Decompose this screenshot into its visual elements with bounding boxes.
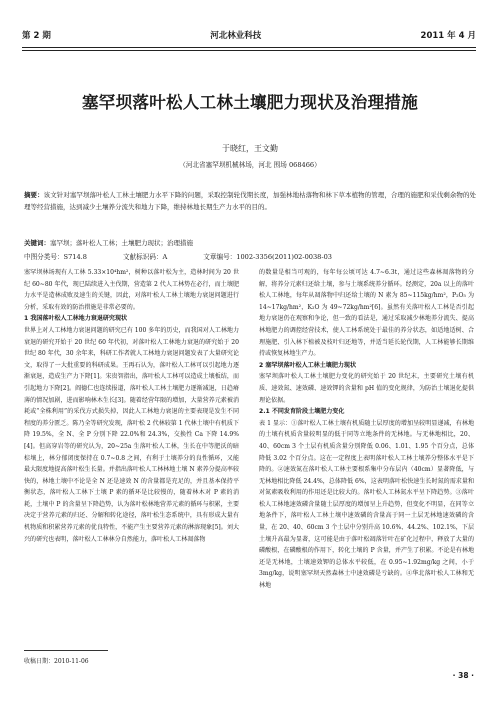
research-status-paragraph: 世界上对人工林地力衰退问题的研究已有 100 多年的历史，而我国对人工林地力衰退的研究开始于 20 世纪 60 年代初，对落叶松人工林地力衰退的研究始于 20 世纪 80 年代，30 余年来，科研工作者就人工林地力衰退问题发表了大量研究论文，取得了一大批重要的科研成果。王再石认为，落叶松人工林可以引起地力逐渐衰退，造成生产力下降[1]。宋贵智指出，落叶松人工林可以造成土壤板结，而引起地力下降[2]。阎德仁也连续报道，落叶松人工林土壤肥力逐渐减退，日趋瘠薄的情况加剧，进而影响林木生长[3]。随着经营年限的增加，大量营养元素被消耗或“全株利用”的采伐方式损失掉，因此人工林地力衰退的主要表现是发生不同程度的养分匮乏。陈乃全等研究发现，落叶松 2 代林较第 1 代林土壤中有机质下降 19.5%，全 N、全 P 分别下降 22.0%和 24.3%，交换性 Ca 下降 14.9%[4]。但高穿岩等的研究认为，20~25a 生落叶松人工林，生长在中等肥沃的暗棕壤上，林分郁闭度保持在 0.7~0.8 之间，有利于土壤养分的良性循环，又能最大限度地提高落叶松生长量。并指出落叶松人工林林地土壤 N 素养分提高率较快的，林地土壤中不论是全 N 还是速效 N 的含量都是充足的，并且基本保持平衡状态，落叶松人工林下土壤 P 素的循环是比较慢的，随着林木对 P 素的消耗，土壤中 P 的含量呈下降趋势，认为落叶松林地营养元素的循环与积累，主要决定于营养元素的归还、分解和转化途径，落叶松生态系统中，具有形成大量有机物质和积累营养元素的优良特性，不能产生主要营养元素的淋溶现象[5]。刘大兴的研究也表明，落叶松人工林林分自然能力，落叶松人工林凋落物 <box>24 326 239 543</box>
author-affiliation: （河北省塞罕坝机械林场，河北 围场 068466） <box>179 161 321 169</box>
journal-name: 河北林业科技 <box>210 31 262 41</box>
document-code: 文献标识码：A <box>122 253 168 261</box>
section-heading-1: 1 我国落叶松人工林地力衰退研究现状 <box>24 315 128 323</box>
page-number: · 38 · <box>452 671 474 680</box>
fertility-status-paragraph: 塞罕坝落叶松人工林土壤肥力变化的研究始于 20 世纪末，主要研究土壤有机质、速效氮、速效磷、速效钾的含量和 pH 值的变化规律，为防治土壤退化提供理论依据。 <box>259 373 474 404</box>
header-rule-thin <box>22 50 476 51</box>
footnote-rule <box>24 650 108 651</box>
issue-number: 第 2 期 <box>22 31 51 41</box>
header-rule-thick <box>22 47 476 48</box>
intro-paragraph: 塞罕坝林场现有人工林 5.33×10⁴hm²，树种以落叶松为主，造林时间为 20 世纪 60~80 年代，现已陆续进入主伐期，营造第 2 代人工林势在必行，而土壤肥力水平是造林成败及速生的关键，因此，对落叶松人工林土壤地力衰退问题进行分析，采取有效的防治措施是非常必要的。 <box>24 269 239 311</box>
abstract-text: 该文针对塞罕坝落叶松人工林土壤肥力水平下降的问题，采取控制轮伐期长度，加强林地枯落物和林下草本植物的管理，合理的施肥和采伐剩余物的处理等经营措施，达到减少土壤养分流失和地力下降，维持林地长期生产力水平的目的。 <box>24 191 477 211</box>
article-number: 文章编号：1002-3356(2011)02-0038-03 <box>203 253 332 261</box>
abstract-label: 摘要： <box>24 191 44 199</box>
keywords <box>24 238 476 247</box>
classification-line <box>24 251 476 261</box>
paper-authors: 于晓红，王文勤 <box>222 144 278 153</box>
paper-title: 塞罕坝落叶松人工林土壤肥力现状及治理措施 <box>82 93 418 112</box>
keywords-text: 塞罕坝；落叶松人工林；土壤肥力现状；治理措施 <box>50 239 193 247</box>
subsection-heading-2-1: 2.1 不同发育阶段土壤肥力变化 <box>259 408 345 416</box>
issue-date: 2011 年 4 月 <box>420 31 476 41</box>
abstract <box>24 189 476 213</box>
body-column-right <box>259 267 474 592</box>
clc-number: 中图分类号：S714.8 <box>24 253 87 261</box>
running-header <box>22 29 476 45</box>
body-column-left <box>24 267 239 545</box>
continued-paragraph: 的数量是相当可观的，每年每公顷可达 4.7~6.3t，通过这些森林凋落物的分解，将养分元素归还给土壤，参与土壤系统养分循环。经测定，20a 以上的落叶松人工林地，每年从凋落物中归还给土壤的 N 素为 85~115kg/hm²，P₂O₅ 为 14~17kg/hm²，K₂O 为 49~72kg/hm²[6]。虽然有关落叶松人工林是否引起地力衰退仍在观察和争论，但一致的看法是，通过采取减少林地养分流失、提高林地肥力的调控经营技术，使人工林系统处于最佳的养分状态，如适地适树、合理施肥、引入林下植被及枝叶归还地等，并适当延长轮伐期，人工林能够长期维持或恢复林地生产力。 <box>259 269 474 358</box>
received-date: 收稿日期：2010-11-06 <box>24 658 89 665</box>
keywords-label: 关键词： <box>24 239 50 247</box>
table-analysis-paragraph: 表 1 显示：①落叶松人工林土壤有机质随土层厚度的增加呈较明显递减，有林地的土壤有机质含量较明显的低于同等立地条件的无林地。与无林地相比，20、40、60cm 3 个土层有机质含量分别降低 0.06、1.01、1.95 个百分点，总体降低 3.02 个百分点。这在一定程度上表明落叶松人工林土壤养分整体水平是下降的。②速效氮在落叶松人工林主要根系集中分布层内（40cm）显著降低，与无林地相比降低 24.4%，总体降低 6%，这表明落叶松快速生长时氮的需求量和对氮素吸收利用的作用还是比较大的。落叶松人工林氮水平呈下降趋势。③落叶松人工林地速效磷含量随土层厚度的增加呈上升趋势，但变化不明显，在同等立地条件下，落叶松人工林土壤中速效磷的含量高于同一土层无林地速效磷的含量，在 20、40、60cm 3 个土层中分别升高 10.6%、44.2%、102.1%，下层土壤升高最为显著，这可能是由于落叶松凋落针叶在矿化过程中，释放了大量的磷酸根，在磷酸根的作用下，转化土壤的 P 含量，并产生了积累。不论是有林地还是无林地，土壤速效钾的总体水平较低，在 0.95~1.92mg/kg 之间，小于 3mg/kg，说明塞罕坝天然森林土中速效磷是亏缺的。④华北落叶松人工林和无林地 <box>259 419 474 590</box>
section-heading-2: 2 塞罕坝落叶松人工林土壤肥力现状 <box>259 361 357 369</box>
